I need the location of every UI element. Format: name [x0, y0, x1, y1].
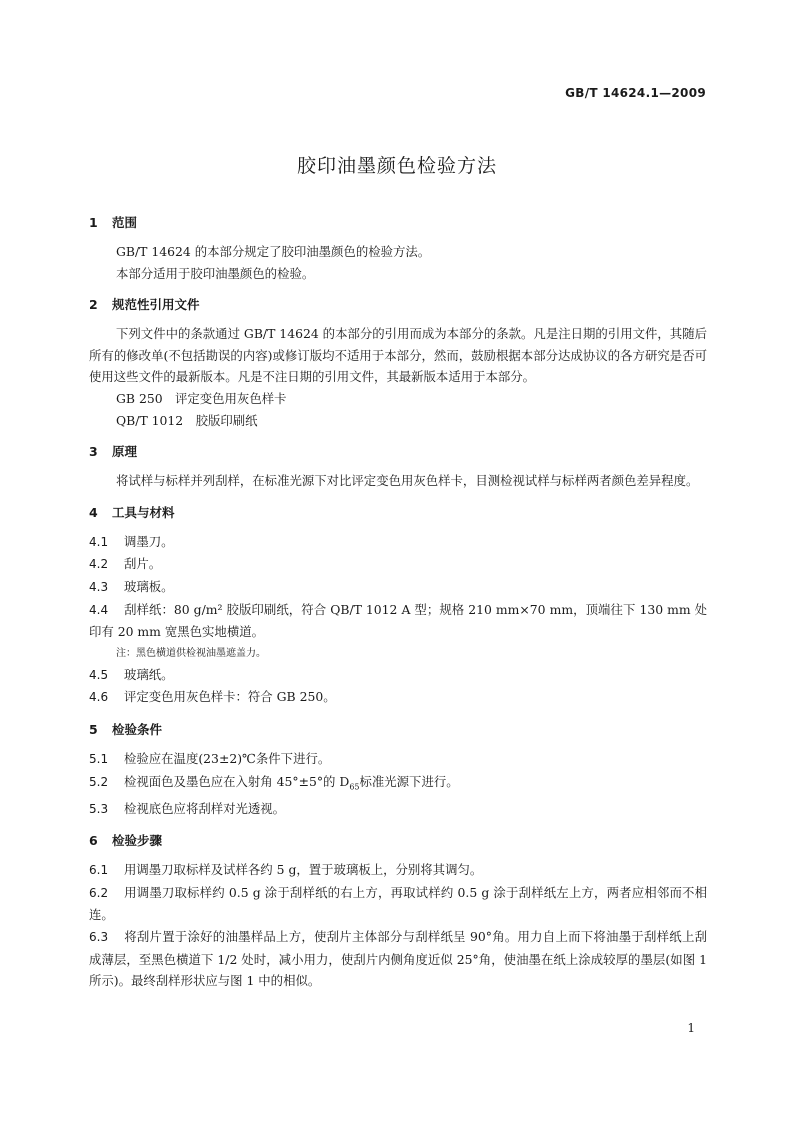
section-heading-principle: 3 原理	[89, 444, 138, 460]
clause-item: 4.2 刮片。	[89, 556, 162, 572]
note: 注：黑色横道供检视油墨遮盖力。	[116, 647, 266, 659]
paragraph: 将试样与标样并列刮样，在标准光源下对比评定变色用灰色样卡，目测检视试样与标样两者颜色差异程度。	[116, 473, 699, 489]
page-number: 1	[687, 1021, 695, 1035]
clause-item: 4.1 调墨刀。	[89, 533, 174, 549]
document-title: 胶印油墨颜色检验方法	[296, 155, 497, 177]
paragraph: GB/T 14624 的本部分规定了胶印油墨颜色的检验方法。	[116, 244, 431, 259]
standard-code: GB/T 14624.1—2009	[565, 86, 706, 100]
clause-item: 4.6 评定变色用灰色样卡：符合 GB 250。	[89, 689, 336, 705]
section-heading-test-conditions: 5 检验条件	[89, 721, 163, 737]
document-body	[89, 212, 707, 992]
paragraph: 本部分适用于胶印油墨颜色的检验。	[116, 265, 315, 281]
section-heading-test-procedure: 6 检验步骤	[89, 833, 163, 849]
clause-item: 4.5 玻璃纸。	[89, 666, 174, 682]
clause-item: 6.1 用调墨刀取标样及试样各约 5 g，置于玻璃板上，分别将其调匀。	[89, 862, 483, 878]
section-heading-scope: 1 范围	[89, 215, 138, 230]
clause-item: 5.2 检视面色及墨色应在入射角 45°±5°的 $D_{65}$标准光源下进行。	[89, 773, 459, 791]
clause-item: 4.4 刮样纸：80 g/m² 胶版印刷纸，符合 QB/T 1012 A 型；规格 210 mm×70 mm，顶端往下 130 mm 处印有 20 mm 宽黑色实地横道。	[89, 601, 707, 640]
section-heading-normative-references: 2 规范性引用文件	[89, 297, 200, 313]
section-heading-tools-materials: 4 工具与材料	[89, 504, 175, 520]
clause-item: 6.2 用调墨刀取标样约 0.5 g 涂于刮样纸的右上方，再取试样约 0.5 g 涂于刮样纸左上方，两者应相邻而不相连。	[89, 884, 707, 923]
reference-entry: GB 250 评定变色用灰色样卡	[116, 390, 287, 406]
clause-item: 6.3 将刮片置于涂好的油墨样品上方，使刮片主体部分与刮样纸呈 90°角。用力自上而下将油墨于刮样纸上刮成薄层，至黑色横道下 1/2 处时，减小用力，使刮片内侧角度近似 25°角，使油墨在纸上涂成较厚的墨层(如图 1 所示)。最终刮样形状应与图 1 中的相似。	[89, 928, 707, 989]
clause-item: 4.3 玻璃板。	[89, 578, 174, 594]
reference-entry: QB/T 1012 胶版印刷纸	[116, 412, 258, 428]
clause-item: 5.1 检验应在温度(23±2)℃条件下进行。	[89, 750, 331, 766]
paragraph: 下列文件中的条款通过 GB/T 14624 的本部分的引用而成为本部分的条款。凡是注日期的引用文件，其随后所有的修改单(不包括勘误的内容)或修订版均不适用于本部分，然而，鼓励根据本部分达成协议的各方研究是否可使用这些文件的最新版本。凡是不注日期的引用文件，其最新版本适用于本部分。	[89, 326, 707, 385]
clause-item: 5.3 检视底色应将刮样对光透视。	[89, 800, 286, 816]
